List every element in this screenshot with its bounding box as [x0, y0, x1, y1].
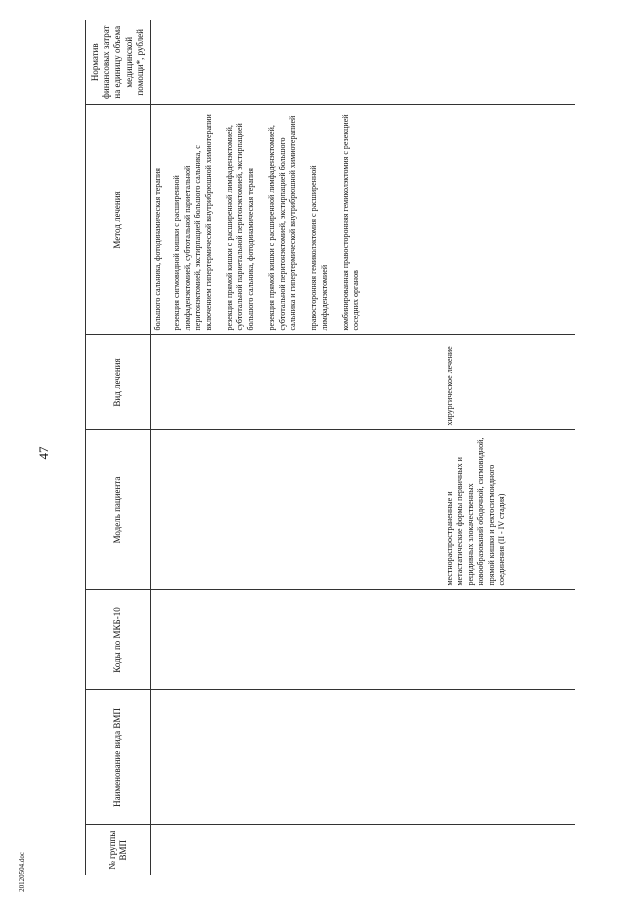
- header-icd-codes: Коды по МКБ-10: [86, 590, 151, 690]
- table-header-row: [86, 20, 151, 875]
- rotated-table-region: [85, 20, 575, 875]
- patient-model-text: местнораспространенные и метастатические формы первичных и рецидивных злокачественных новообразований ободочной, сигмовидной, прямой кишки и ректосигмоидного соединения (II - IV стадия): [445, 437, 506, 586]
- vmp-table: [85, 20, 575, 875]
- cell-group-num: [151, 825, 576, 875]
- cell-vmp-name: [151, 690, 576, 825]
- header-cost-norm: Норматив финансовых затрат на единицу объема медицинской помощи*, рублей: [89, 25, 145, 99]
- method-item: резекция прямой кишки с расширенной лимфаденэктомией, субтотальной париетальной перитонэктомией, экстирпацией большого сальника, фотодинамическая терапия: [224, 123, 255, 331]
- method-item: большого сальника, фотодинамическая терапия: [153, 168, 162, 331]
- cell-cost-norm: [151, 20, 576, 105]
- method-item: правосторонняя гемиколэктомия с расширенной лимфаденэктомией: [309, 165, 329, 331]
- header-treatment-method: Метод лечения: [86, 105, 151, 335]
- cell-icd-codes: [151, 590, 576, 690]
- cell-treatment-method: [151, 105, 576, 335]
- header-patient-model: Модель пациента: [86, 430, 151, 590]
- method-item: резекция прямой кишки с расширенной лимфаденэктомией, субтотальной перитонэктомией, экстирпацией большого сальника и гипертермической внутрибрюшной химиотерапией: [267, 115, 297, 331]
- method-item: резекция сигмовидной кишки с расширенной лимфаденэктомией, субтотальной париетальной перитонэктомией, экстирпацией большого сальника, с включением гипертермической внутрибрюшной химиотерапии: [172, 114, 213, 331]
- page-number: 47: [36, 446, 51, 460]
- header-vmp-name: Наименование вида ВМП: [86, 690, 151, 825]
- treatment-type-text: хирургическое лечение: [445, 346, 454, 426]
- cell-patient-model: [151, 430, 576, 590]
- method-item: комбинированная правосторонняя гемиколэктомия с резекцией соседних органов: [341, 114, 361, 331]
- header-group-num: № группы ВМП: [86, 825, 151, 875]
- cell-treatment-type: [151, 335, 576, 430]
- table-row: [151, 20, 576, 875]
- footer-doc-name: 20120504.doc: [18, 852, 26, 892]
- header-treatment-type: Вид лечения: [86, 335, 151, 430]
